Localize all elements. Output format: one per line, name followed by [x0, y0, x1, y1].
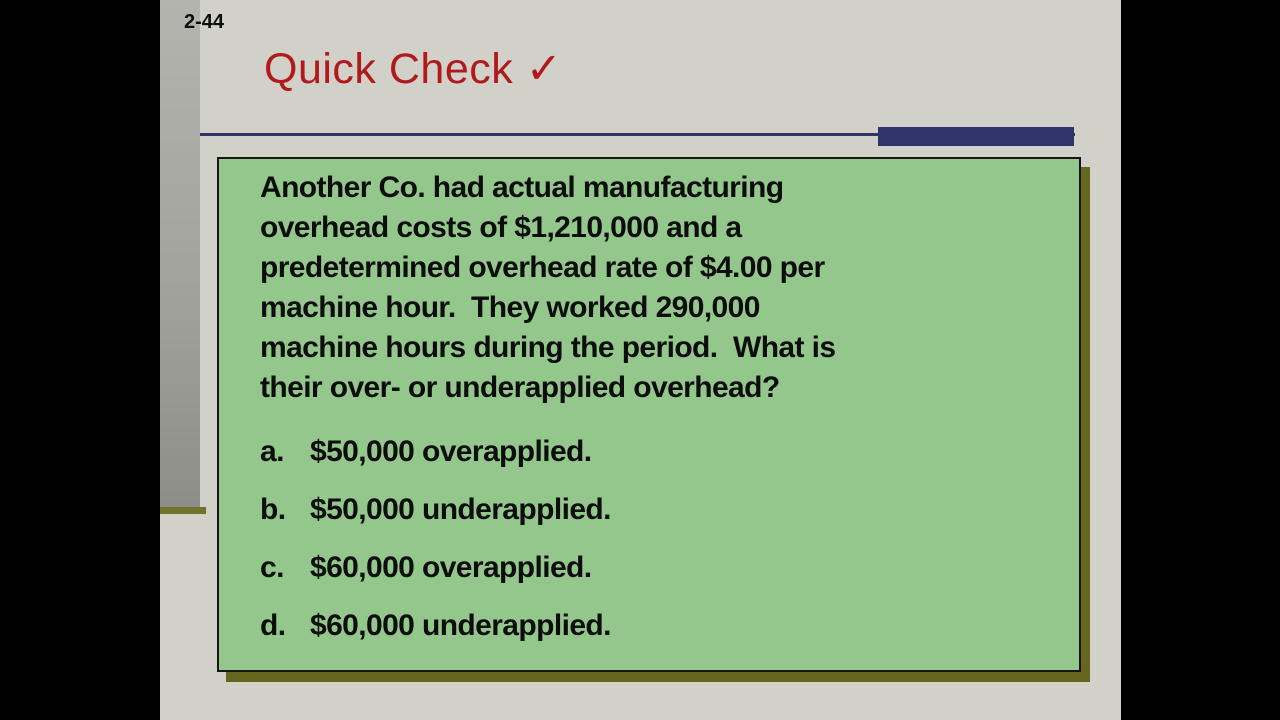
answer-letter: d.: [260, 609, 286, 642]
answer-text: $50,000 overapplied.: [310, 435, 592, 468]
answer-option-d: [260, 611, 1063, 641]
question-line: predetermined overhead rate of $4.00 per: [260, 251, 825, 284]
answer-option-b: [260, 495, 1063, 525]
answer-letter: a.: [260, 435, 284, 468]
sidebar-strip: [160, 0, 200, 507]
answer-text: $50,000 underapplied.: [310, 493, 611, 526]
answer-option-a: [260, 437, 1063, 467]
answer-option-c: [260, 553, 1063, 583]
question-text: [260, 168, 1063, 408]
question-line: machine hour. They worked 290,000: [260, 291, 760, 324]
answer-letter: c.: [260, 551, 284, 584]
answer-list: [260, 437, 1063, 641]
title-accent-bar: [878, 127, 1074, 146]
answer-text: $60,000 overapplied.: [310, 551, 592, 584]
question-line: their over- or underapplied overhead?: [260, 371, 780, 404]
question-line: overhead costs of $1,210,000 and a: [260, 211, 742, 244]
question-line: Another Co. had actual manufacturing: [260, 171, 784, 204]
answer-letter: b.: [260, 493, 286, 526]
slide-title: Quick Check ✓: [264, 45, 563, 93]
presentation-slide: [160, 0, 1121, 720]
sidebar-olive-accent: [160, 507, 206, 514]
question-box: [217, 157, 1081, 672]
slide-number: 2-44: [184, 11, 225, 33]
question-line: machine hours during the period. What is: [260, 331, 836, 364]
answer-text: $60,000 underapplied.: [310, 609, 611, 642]
